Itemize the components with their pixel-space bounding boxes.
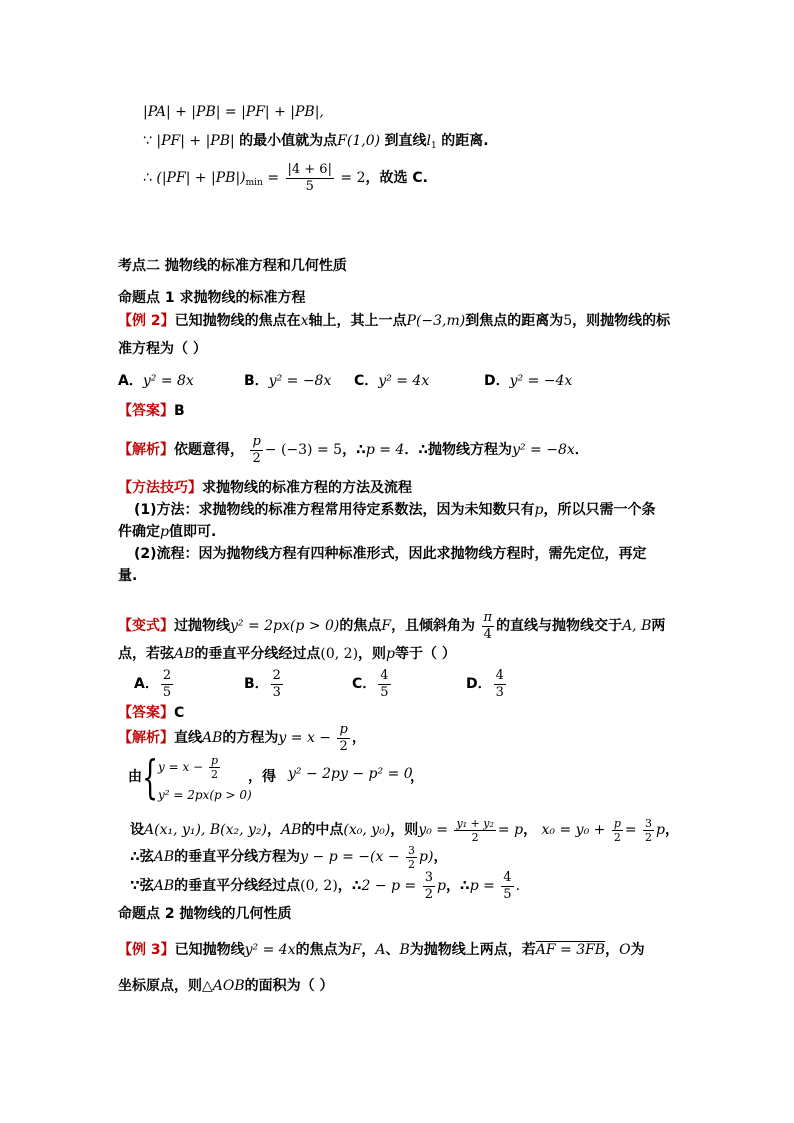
- fraction-numerator: π: [483, 609, 493, 625]
- because-symbol: ∵: [143, 133, 152, 149]
- three-halves: [406, 844, 417, 871]
- parabola-equation: y² = 4x: [244, 942, 296, 958]
- text: ，则抛物线的标: [572, 313, 671, 329]
- text: ，: [605, 942, 620, 958]
- method-tag: 【方法技巧】: [118, 480, 202, 496]
- distance-equation: |PA| + |PB| = |PF| + |PB|,: [143, 104, 324, 120]
- option-expr: y² = −8x: [268, 373, 332, 389]
- triangle-aob: △AOB: [202, 978, 245, 994]
- y-average: [454, 817, 495, 844]
- option-label: A．: [134, 676, 159, 692]
- text: ，得: [248, 769, 276, 785]
- four-fifths: [501, 870, 513, 903]
- example-2-question-line-1: [118, 311, 670, 331]
- text: ，: [361, 942, 376, 958]
- fraction-denominator: 5: [305, 178, 314, 194]
- quadratic-equation: y² − 2py − p² = 0: [288, 766, 413, 782]
- distance-value: 5: [563, 313, 573, 329]
- var-x: x: [300, 313, 309, 329]
- chord-ab: AB: [153, 849, 175, 865]
- option-label: A．: [118, 373, 143, 389]
- option-d: [466, 664, 508, 704]
- section-heading: 考点二 抛物线的标准方程和几何性质: [118, 258, 347, 274]
- text: 由: [128, 769, 142, 785]
- fraction-denominator: 2: [613, 830, 621, 844]
- fraction-numerator: 3: [408, 843, 416, 857]
- option-expr: y² = 8x: [142, 373, 194, 389]
- option-label: D．: [466, 676, 492, 692]
- text: ，则: [390, 822, 419, 838]
- option-label: C．: [354, 373, 379, 389]
- option-label: B．: [244, 676, 269, 692]
- p-over-2: [337, 722, 349, 755]
- text: ，: [665, 822, 680, 838]
- midpoint: (x₀, y₀): [343, 822, 391, 838]
- focus-point: F(1,0): [337, 133, 381, 149]
- option-fraction: [161, 668, 173, 701]
- bisector-equation-tail: p): [419, 849, 434, 865]
- text: 的距离.: [441, 133, 489, 149]
- text: 、: [385, 942, 400, 958]
- fraction-denominator: 3: [495, 684, 504, 700]
- fraction-denominator: 5: [380, 684, 389, 700]
- text: 值即可.: [168, 524, 217, 540]
- equation: 2 − p =: [361, 878, 417, 894]
- equation: − (−3) = 5: [264, 442, 343, 458]
- method-title-text: 求抛物线的标准方程的方法及流程: [202, 480, 412, 496]
- var-p: p: [534, 502, 544, 518]
- result-equation: y² = −8x: [512, 442, 575, 458]
- fraction-numerator: |4 + 6|: [287, 161, 332, 177]
- text: 的焦点为: [295, 942, 352, 958]
- fraction-denominator: 2: [471, 830, 479, 844]
- text: 等于（ ）: [395, 646, 456, 662]
- min-subscript: min: [245, 178, 263, 188]
- fraction-numerator: p: [210, 754, 218, 767]
- subsection-1-heading: 命题点 1 求抛物线的标准方程: [118, 290, 306, 306]
- fraction-numerator: 4: [380, 667, 389, 683]
- text: 件确定: [118, 524, 160, 540]
- p-value: p = 4: [365, 442, 405, 458]
- fraction-numerator: 2: [272, 667, 281, 683]
- option-b: [244, 664, 285, 704]
- min-expression: (|PF| + |PB|): [156, 170, 246, 186]
- text: ，所以只需一个条: [543, 502, 656, 518]
- option-expr: y² = −4x: [509, 373, 573, 389]
- text: 的垂直平分线方程为: [174, 849, 301, 865]
- text: 到焦点的距离为: [465, 313, 564, 329]
- example-3-question-line-2: [118, 976, 334, 996]
- therefore-symbol: ∴: [143, 170, 152, 186]
- fraction-numerator: p: [252, 433, 261, 449]
- option-label: B．: [244, 373, 269, 389]
- point-b: B: [399, 942, 410, 958]
- text: ，∴: [337, 878, 362, 894]
- point-a: A: [375, 942, 386, 958]
- variant-question-line-1: [118, 608, 665, 644]
- option-fraction: [378, 668, 390, 701]
- p-over-2: [250, 434, 262, 467]
- option-c: [352, 664, 393, 704]
- option-b: [244, 371, 331, 391]
- text: 的垂直平分线经过点: [174, 878, 301, 894]
- example-tag: 【例 3】: [118, 942, 175, 958]
- option-label: C．: [352, 676, 377, 692]
- fraction-denominator: 2: [210, 768, 218, 781]
- focus-f: F: [351, 942, 362, 958]
- text: (1)方法：求抛物线的标准方程常用待定系数法，因为未知数只有: [134, 502, 535, 518]
- chord-ab: AB: [281, 822, 302, 838]
- text: 的方程为: [222, 730, 279, 746]
- text: ，∴: [342, 442, 366, 458]
- var-p: p: [436, 878, 446, 894]
- text: ，且倾斜角为: [391, 618, 476, 634]
- point: (0, 2): [300, 878, 338, 894]
- three-halves: [423, 870, 435, 903]
- text: 设: [130, 822, 144, 838]
- fraction-numerator: 4: [503, 869, 512, 885]
- p-over-2: [209, 754, 220, 781]
- points-ab: A, B: [622, 618, 652, 634]
- system-row-2: y² = 2px(p > 0): [158, 788, 252, 802]
- x0: x₀ = y₀ +: [541, 822, 606, 838]
- text: ∵弦: [130, 878, 154, 894]
- option-expr: y² = 4x: [378, 373, 430, 389]
- fraction-numerator: 2: [162, 667, 172, 683]
- fraction-denominator: 2: [645, 830, 653, 844]
- system-row-1: [158, 754, 222, 781]
- text: 的焦点: [339, 618, 382, 634]
- text: 的垂直平分线经过点: [194, 646, 321, 662]
- top-line-2: [143, 131, 489, 156]
- angle-fraction: [482, 610, 495, 643]
- text: ，: [433, 849, 448, 865]
- distance-fraction: [286, 162, 334, 195]
- line-equation: y = x −: [278, 730, 332, 746]
- variant-analysis-step-2: [128, 752, 428, 808]
- example-3-question-line-1: [118, 940, 645, 960]
- option-a: [134, 664, 175, 704]
- fraction-denominator: 5: [162, 684, 172, 700]
- text: 轴上，其上一点: [308, 313, 407, 329]
- fraction-numerator: 3: [424, 869, 433, 885]
- row-1-eq: y = x −: [158, 760, 204, 774]
- text: 的直线与抛物线交于: [496, 618, 623, 634]
- option-a: [118, 371, 194, 391]
- y0-result: = p: [497, 822, 524, 838]
- text: ．∴抛物线方程为: [404, 442, 513, 458]
- top-line-3: [143, 160, 428, 201]
- subsection-2-heading: 命题点 2 抛物线的几何性质: [118, 906, 292, 922]
- option-fraction: [271, 668, 283, 701]
- text: 已知抛物线: [174, 942, 245, 958]
- fraction-numerator: 3: [645, 816, 653, 830]
- equals: =: [267, 170, 280, 186]
- fraction-denominator: 2: [252, 450, 261, 466]
- analysis-tag: 【解析】: [118, 730, 174, 746]
- answer-tag: 【答案】: [118, 403, 174, 419]
- text: 的中点: [301, 822, 344, 838]
- answer-tag: 【答案】: [118, 705, 174, 721]
- fraction-denominator: 2: [408, 857, 416, 871]
- text: ，: [523, 822, 538, 838]
- variant-tag: 【变式】: [118, 618, 174, 634]
- text: 依题意得，: [174, 442, 244, 458]
- text: 直线: [174, 730, 202, 746]
- system-brace: {: [142, 750, 159, 804]
- fraction-numerator: p: [339, 721, 348, 737]
- period: .: [515, 878, 521, 894]
- method-title: [118, 478, 412, 498]
- text: 坐标原点，则: [118, 978, 202, 994]
- answer-value: B: [174, 403, 185, 419]
- variant-question-line-2: [118, 644, 456, 664]
- point-p: P(−3,m): [406, 313, 466, 329]
- option-c: [354, 371, 429, 391]
- line-name: l: [426, 133, 432, 149]
- line-subscript: 1: [431, 141, 437, 151]
- example-tag: 【例 2】: [118, 313, 175, 329]
- fraction-denominator: 2: [424, 886, 433, 902]
- fraction-numerator: 4: [495, 667, 504, 683]
- choose-c: ，故选 C.: [365, 170, 428, 186]
- text: 的面积为（ ）: [244, 978, 334, 994]
- method-p2-line1: (2)流程：因为抛物线方程有四种标准形式，因此求抛物线方程时，需先定位，再定: [134, 546, 647, 562]
- result: = 2: [340, 170, 366, 186]
- text: 已知抛物线的焦点在: [174, 313, 301, 329]
- vector-equation: AF = 3FB: [535, 942, 606, 958]
- text: 为: [630, 942, 645, 958]
- text: ∴弦: [130, 849, 154, 865]
- text: ，则: [358, 646, 387, 662]
- chord-ab: AB: [174, 646, 195, 662]
- line-ab: AB: [202, 730, 223, 746]
- text: ，: [410, 769, 424, 785]
- analysis-tag: 【解析】: [118, 442, 174, 458]
- var-p: p: [386, 646, 396, 662]
- fraction-denominator: 2: [339, 738, 348, 754]
- text: ，: [351, 730, 366, 746]
- fraction-numerator: p: [613, 816, 621, 830]
- method-p1-line2: [118, 522, 216, 542]
- equals: =: [624, 822, 637, 838]
- parabola-equation: y² = 2px(p > 0): [230, 618, 340, 634]
- fraction-denominator: 4: [483, 626, 492, 642]
- p-equals: p =: [469, 878, 495, 894]
- variant-analysis-step-5: [130, 868, 520, 904]
- text: 到直线: [384, 133, 427, 149]
- bisector-equation: y − p = −(x −: [300, 849, 400, 865]
- example-2-analysis: [118, 432, 589, 468]
- method-p2-line2: 量.: [118, 568, 138, 584]
- p-over-2: [612, 817, 623, 844]
- chord-ab: AB: [153, 878, 175, 894]
- fraction-numerator: y₁ + y₂: [456, 816, 494, 830]
- focus-f: F: [381, 618, 392, 634]
- text: 点，若弦: [118, 646, 174, 662]
- fraction-denominator: 3: [272, 684, 281, 700]
- var-p: p: [160, 524, 169, 540]
- points: A(x₁, y₁), B(x₂, y₂): [144, 822, 268, 838]
- text: 过抛物线: [174, 618, 230, 634]
- option-d: [484, 371, 572, 391]
- answer-value: C: [174, 705, 185, 721]
- text: 两: [651, 618, 666, 634]
- method-p1-line1: [134, 500, 656, 520]
- origin-o: O: [619, 942, 631, 958]
- text: 为抛物线上两点，若: [409, 942, 536, 958]
- example-2-question-line-2: 准方程为（ ）: [118, 341, 207, 357]
- sum-expression: |PF| + |PB|: [156, 133, 235, 149]
- text: ，∴: [445, 878, 470, 894]
- var-p: p: [656, 822, 666, 838]
- option-label: D．: [484, 373, 510, 389]
- fraction-denominator: 5: [503, 886, 512, 902]
- top-line-1: [143, 102, 324, 122]
- example-2-answer: [118, 401, 185, 421]
- text: 的最小值就为点: [239, 133, 338, 149]
- three-halves: [643, 817, 654, 844]
- y0: y₀ =: [418, 822, 448, 838]
- text: ，: [267, 822, 282, 838]
- point: (0, 2): [320, 646, 359, 662]
- text: ．: [574, 442, 589, 458]
- option-fraction: [494, 668, 506, 701]
